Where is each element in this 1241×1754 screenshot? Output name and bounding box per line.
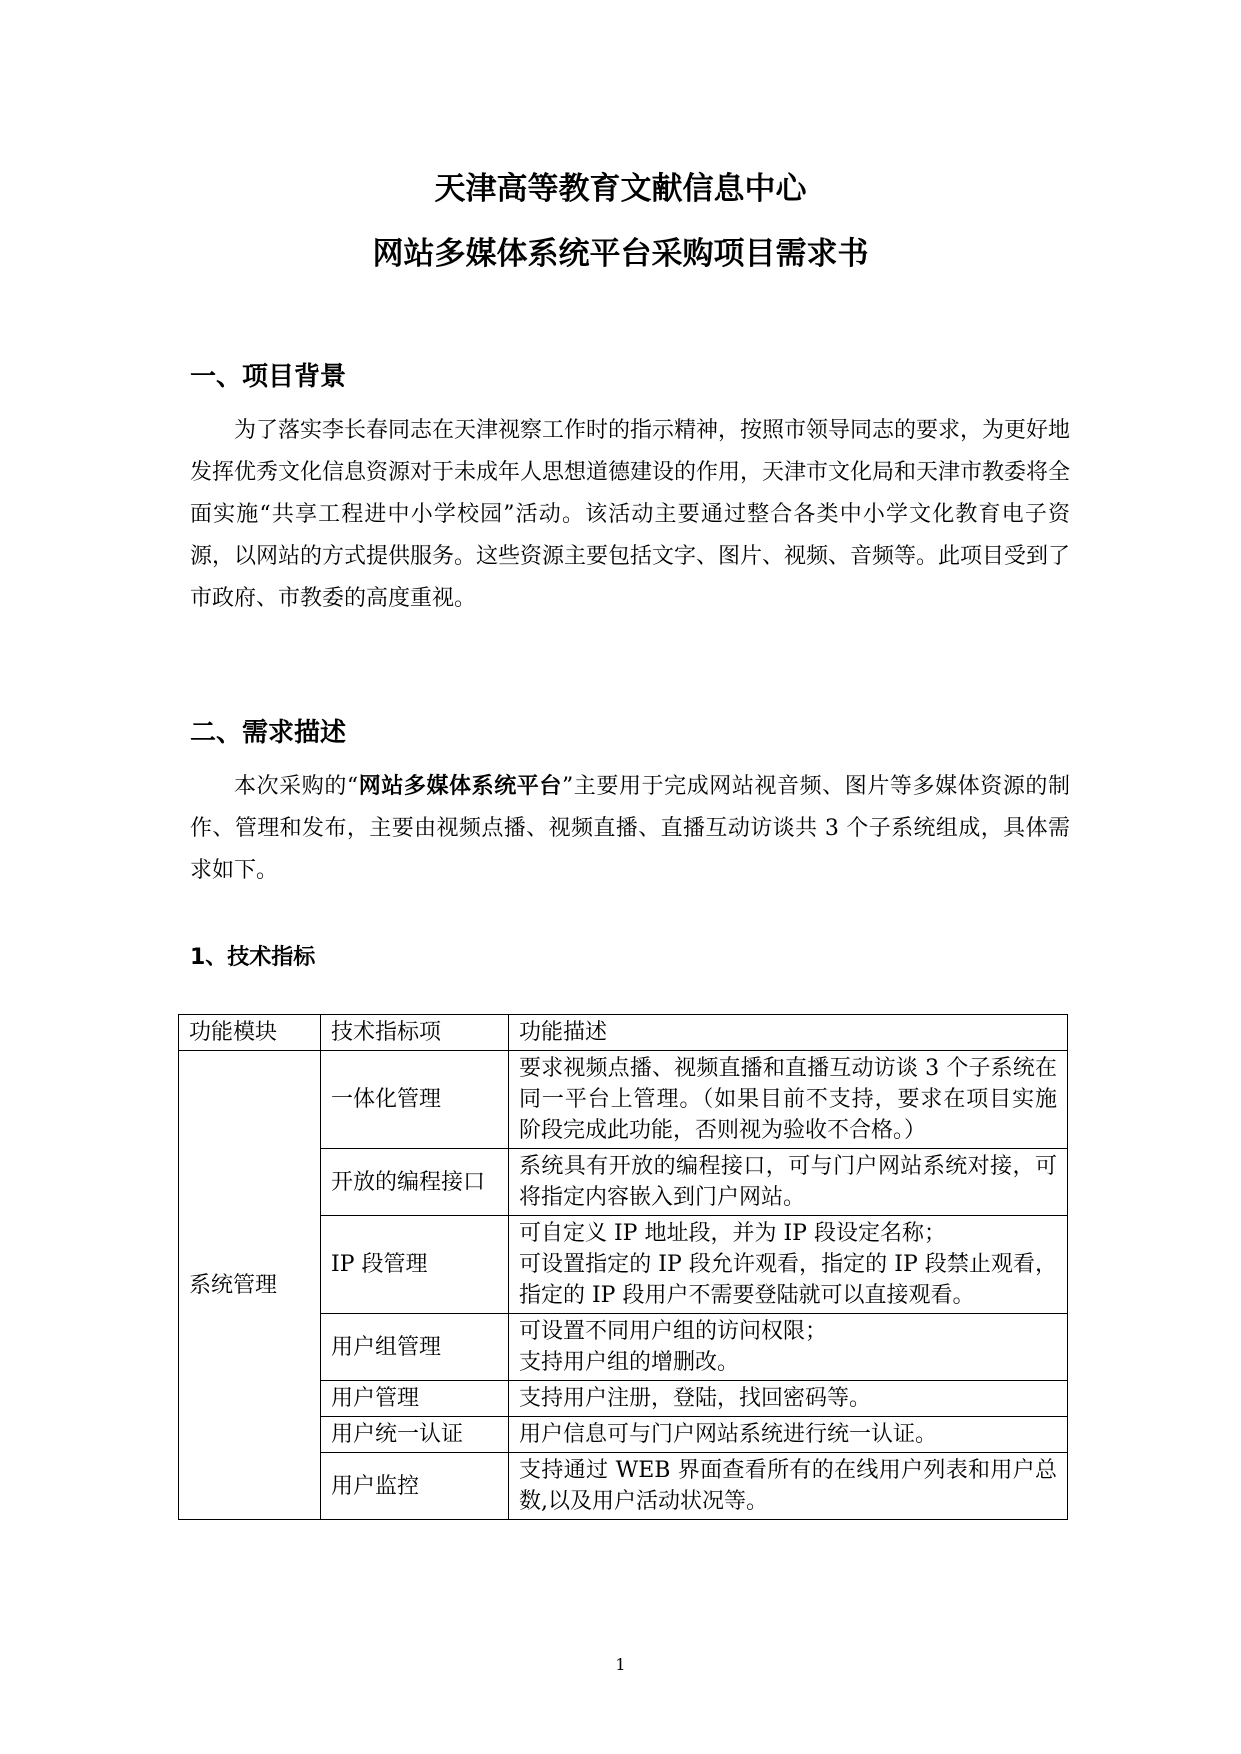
module-cell: 系统管理 <box>179 1051 321 1520</box>
para-suffix: ”主要用于完成网站视音频、图片等多媒体资源的制作、管理和发布，主要由视频点播、视频直播、直播互动访谈共 3 个子系统组成，具体需求如下。 <box>190 774 1070 883</box>
para-prefix: 本次采购的“ <box>234 774 359 799</box>
item-cell: 一体化管理 <box>321 1051 509 1149</box>
item-cell: IP 段管理 <box>321 1216 509 1314</box>
header-cell: 功能模块 <box>179 1015 321 1051</box>
document-title-line1: 天津高等教育文献信息中心 <box>434 171 807 207</box>
section2-paragraph <box>190 766 1070 892</box>
desc-cell: 支持通过 WEB 界面查看所有的在线用户列表和用户总数,以及用户活动状况等。 <box>509 1453 1068 1520</box>
page-number: 1 <box>615 1655 626 1674</box>
section2-heading: 二、需求描述 <box>190 718 347 748</box>
table-header-row <box>179 1015 1068 1051</box>
section1-heading: 一、项目背景 <box>190 362 347 392</box>
desc-cell: 支持用户注册，登陆，找回密码等。 <box>509 1381 1068 1417</box>
desc-cell: 系统具有开放的编程接口，可与门户网站系统对接，可将指定内容嵌入到门户网站。 <box>509 1149 1068 1216</box>
para-bold-term: 网站多媒体系统平台 <box>358 774 562 799</box>
header-cell: 技术指标项 <box>321 1015 509 1051</box>
document-title-line2: 网站多媒体系统平台采购项目需求书 <box>372 236 869 272</box>
spec-table <box>178 1014 1068 1520</box>
desc-cell: 可自定义 IP 地址段，并为 IP 段设定名称； 可设置指定的 IP 段允许观看，指定的 IP 段禁止观看，指定的 IP 段用户不需要登陆就可以直接观看。 <box>509 1216 1068 1314</box>
table-row <box>179 1051 1068 1149</box>
subsection-heading: 1、技术指标 <box>190 945 316 970</box>
item-cell: 用户统一认证 <box>321 1417 509 1453</box>
section1-paragraph: 为了落实李长春同志在天津视察工作时的指示精神，按照市领导同志的要求，为更好地发挥优秀文化信息资源对于未成年人思想道德建设的作用，天津市文化局和天津市教委将全面实施“共享工程进中小学校园”活动。该活动主要通过整合各类中小学文化教育电子资源，以网站的方式提供服务。这些资源主要包括文字、图片、视频、音频等。此项目受到了市政府、市教委的高度重视。 <box>190 418 1071 611</box>
item-cell: 开放的编程接口 <box>321 1149 509 1216</box>
desc-cell: 可设置不同用户组的访问权限； 支持用户组的增删改。 <box>509 1314 1068 1381</box>
desc-cell: 要求视频点播、视频直播和直播互动访谈 3 个子系统在同一平台上管理。（如果目前不支持，要求在项目实施阶段完成此功能，否则视为验收不合格。） <box>509 1051 1068 1149</box>
desc-cell: 用户信息可与门户网站系统进行统一认证。 <box>509 1417 1068 1453</box>
item-cell: 用户组管理 <box>321 1314 509 1381</box>
header-cell: 功能描述 <box>509 1015 1068 1051</box>
item-cell: 用户监控 <box>321 1453 509 1520</box>
item-cell: 用户管理 <box>321 1381 509 1417</box>
